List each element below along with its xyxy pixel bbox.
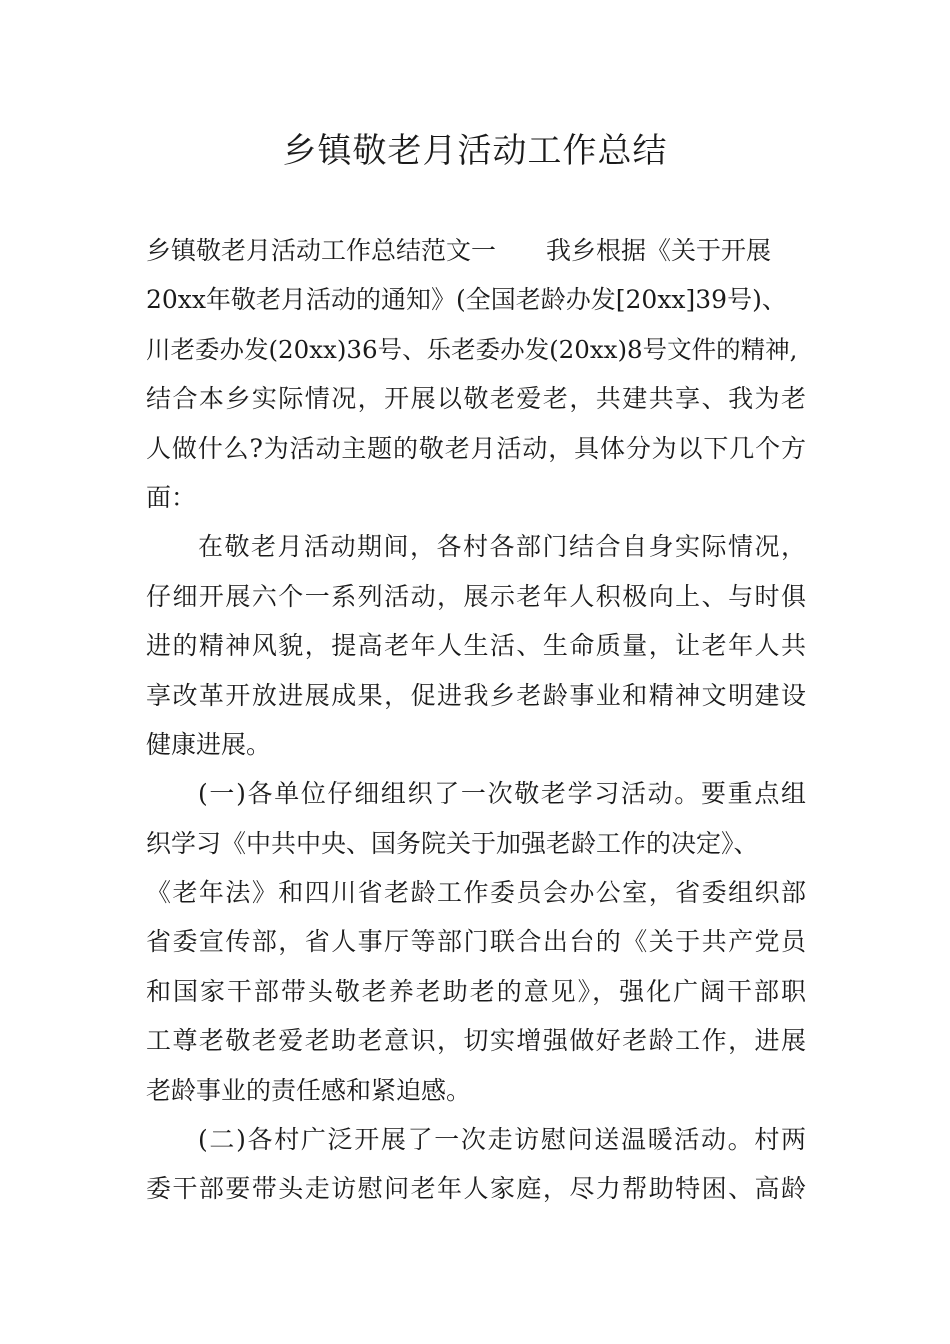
paragraph-line: (二)各村广泛开展了一次走访慰问送温暖活动。村两 — [198, 1125, 806, 1155]
paragraph-line: 20xx年敬老月活动的通知》(全国老龄办发[20xx]39号)、 — [146, 285, 787, 315]
paragraph-2 — [146, 522, 806, 769]
document-body — [146, 226, 806, 1214]
paragraph-line: 和国家干部带头敬老养老助老的意见》，强化广阔干部职 — [146, 976, 806, 1006]
paragraph-line: 委干部要带头走访慰问老年人家庭，尽力帮助特困、高龄 — [146, 1174, 806, 1204]
paragraph-line: 《老年法》和四川省老龄工作委员会办公室，省委组织部 — [146, 878, 806, 908]
paragraph-3 — [146, 769, 806, 1115]
paragraph-line — [146, 226, 806, 275]
paragraph-line: 享改革开放进展成果，促进我乡老龄事业和精神文明建设 — [146, 680, 806, 710]
paragraph-line: 川老委办发(20xx)36号、乐老委办发(20xx)8号文件的精神, — [146, 334, 798, 364]
paragraph-4 — [146, 1115, 806, 1214]
paragraph-line: 仔细开展六个一系列活动，展示老年人积极向上、与时俱 — [146, 581, 806, 611]
paragraph-line: 织学习《中共中央、国务院关于加强老龄工作的决定》、 — [146, 828, 759, 858]
paragraph-line: 人做什么?为活动主题的敬老月活动，具体分为以下几个方 — [146, 433, 806, 463]
paragraph-line: (一)各单位仔细组织了一次敬老学习活动。要重点组 — [198, 779, 806, 809]
document-title: 乡镇敬老月活动工作总结 — [282, 131, 668, 171]
paragraph-line-text: 我乡根据《关于开展 — [546, 236, 772, 265]
paragraph-line: 健康进展。 — [146, 729, 272, 759]
paragraph-line: 省委宣传部，省人事厅等部门联合出台的《关于共产党员 — [146, 927, 806, 957]
subtitle-text: 乡镇敬老月活动工作总结范文一 — [146, 236, 497, 265]
paragraph-line: 进的精神风貌，提高老年人生活、生命质量，让老年人共 — [146, 631, 806, 661]
paragraph-1 — [146, 226, 806, 522]
paragraph-line: 在敬老月活动期间，各村各部门结合自身实际情况， — [198, 532, 806, 562]
paragraph-line: 工尊老敬老爱老助老意识，切实增强做好老龄工作，进展 — [146, 1026, 806, 1056]
paragraph-line: 面： — [146, 482, 197, 512]
paragraph-line: 结合本乡实际情况，开展以敬老爱老，共建共享、我为老 — [146, 384, 806, 414]
paragraph-line: 老龄事业的责任感和紧迫感。 — [146, 1075, 472, 1105]
